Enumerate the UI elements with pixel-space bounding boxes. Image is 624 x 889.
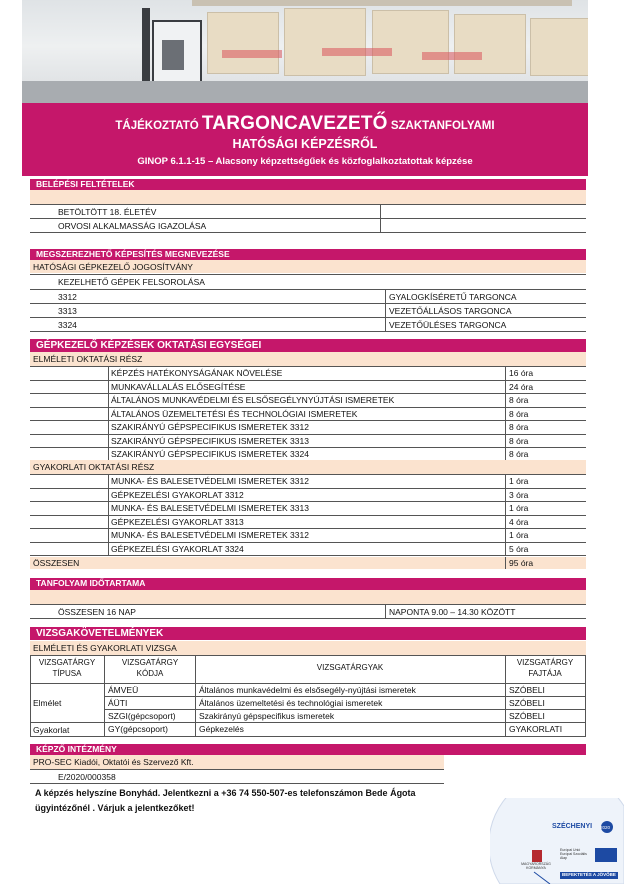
unit-hours: 5 óra xyxy=(509,543,529,554)
vizsga-subheader: ELMÉLETI ÉS GYAKORLATI VIZSGA xyxy=(33,643,177,653)
machine-name: GYALOGKÍSÉRETŰ TARGONCA xyxy=(389,292,517,302)
machine-code: 3313 xyxy=(58,306,77,316)
machine-name: VEZETŐÁLLÁSOS TARGONCA xyxy=(389,306,512,316)
machine-name: VEZETŐÜLÉSES TARGONCA xyxy=(389,320,507,330)
belepesi-header: BELÉPÉSI FELTÉTELEK xyxy=(30,179,586,190)
unit-hours: 1 óra xyxy=(509,503,529,513)
unit-hours: 8 óra xyxy=(509,422,529,432)
unit-name: KÉPZÉS HATÉKONYSÁGÁNAK NÖVELÉSE xyxy=(111,368,283,378)
belepesi-band xyxy=(30,190,586,204)
unit-name: GÉPKEZELÉSI GYAKORLAT 3313 xyxy=(111,516,244,527)
exam-subject: Általános munkavédelmi és elsősegély-nyújtási ismeretek xyxy=(199,685,416,695)
unit-hours: 3 óra xyxy=(509,489,529,500)
footer-line-1: A képzés helyszíne Bonyhád. Jelentkezni a +36 74 550-507-es telefonszámon Bede Ágota xyxy=(35,788,416,798)
title-line-1 xyxy=(22,113,588,135)
unit-name: MUNKA- ÉS BALESETVÉDELMI ISMERETEK 3312 xyxy=(111,476,309,486)
col-tipus: VIZSGATÁRGY TÍPUSA xyxy=(38,658,96,678)
kepesites-subheader: HATÓSÁGI GÉPKEZELŐ JOGOSÍTVÁNY xyxy=(33,262,193,272)
title-line-2: HATÓSÁGI KÉPZÉSRŐL xyxy=(232,137,378,151)
unit-name: SZAKIRÁNYÚ GÉPSPECIFIKUS ISMERETEK 3313 xyxy=(111,435,309,446)
unit-hours: 8 óra xyxy=(509,395,529,405)
unit-name: SZAKIRÁNYÚ GÉPSPECIFIKUS ISMERETEK 3324 xyxy=(111,449,309,459)
total-band xyxy=(30,557,586,569)
logo-invest: BEFEKTETÉS A JÖVŐBE xyxy=(562,872,616,877)
belepesi-item: BETÖLTÖTT 18. ÉLETÉV xyxy=(58,207,157,217)
logo-eu: Európai Unió Európai Szociális Alap xyxy=(560,848,587,860)
intezmeny-reg: E/2020/000358 xyxy=(58,772,116,782)
gyakorlat-label: Gyakorlat xyxy=(33,725,70,735)
unit-name: MUNKAVÁLLALÁS ELŐSEGÍTÉSE xyxy=(111,381,246,392)
unit-hours: 8 óra xyxy=(509,408,529,419)
col-fajta: VIZSGATÁRGY FAJTÁJA xyxy=(516,658,574,678)
logo-szechenyi: SZÉCHENYI xyxy=(552,823,593,830)
exam-code: GY(gépcsoport) xyxy=(108,724,168,734)
machine-code: 3312 xyxy=(58,292,77,302)
unit-hours: 1 óra xyxy=(509,476,529,486)
machine-list-title: KEZELHETŐ GÉPEK FELSOROLÁSA xyxy=(58,277,205,287)
exam-code: SZGI(gépcsoport) xyxy=(108,711,176,721)
logo-year: 2020 xyxy=(600,825,611,830)
unit-name: SZAKIRÁNYÚ GÉPSPECIFIKUS ISMERETEK 3312 xyxy=(111,422,309,432)
egysegek-header: GÉPKEZELŐ KÉPZÉSEK OKTATÁSI EGYSÉGEI xyxy=(30,339,586,352)
vizsga-header: VIZSGAKÖVETELMÉNYEK xyxy=(30,627,586,640)
exam-code: ÁÜTI xyxy=(108,698,128,708)
hero-photo xyxy=(22,0,588,103)
unit-hours: 8 óra xyxy=(509,449,529,459)
footer-line-2: ügyintézőnél . Várjuk a jelentkezőket! xyxy=(35,803,195,813)
total-hours: 95 óra xyxy=(509,558,534,568)
logo-gov: MAGYARORSZÁG KORMÁNYA xyxy=(521,862,551,870)
unit-hours: 1 óra xyxy=(509,530,529,540)
exam-subject: Gépkezelés xyxy=(199,724,244,734)
exam-kind: SZÓBELI xyxy=(509,711,545,721)
exam-code: ÁMVEÜ xyxy=(108,685,139,695)
unit-hours: 16 óra xyxy=(509,368,534,378)
belepesi-item: ORVOSI ALKALMASSÁG IGAZOLÁSA xyxy=(58,221,207,231)
unit-hours: 24 óra xyxy=(509,381,534,392)
exam-kind: SZÓBELI xyxy=(509,698,545,708)
intezmeny-name: PRO-SEC Kiadói, Oktatói és Szervező Kft. xyxy=(33,757,194,767)
idotartam-band xyxy=(30,590,586,604)
title-prefix: TÁJÉKOZTATÓ xyxy=(115,120,199,132)
course-days: ÖSSZESEN 16 NAP xyxy=(58,607,136,617)
title-banner xyxy=(22,103,588,176)
title-line-3: GINOP 6.1.1-15 – Alacsony képzettségűek és közfoglalkoztatottak képzése xyxy=(137,156,473,167)
intezmeny-header: KÉPZŐ INTÉZMÉNY xyxy=(30,744,586,755)
exam-subject: Általános üzemeltetési és technológiai ismeretek xyxy=(199,698,383,708)
exam-kind: GYAKORLATI xyxy=(509,724,563,734)
machine-code: 3324 xyxy=(58,320,77,330)
unit-hours: 8 óra xyxy=(509,435,529,446)
course-schedule: NAPONTA 9.00 – 14.30 KÖZÖTT xyxy=(389,607,516,617)
col-targy: VIZSGATÁRGYAK xyxy=(316,663,384,672)
exam-subject: Szakirányú gépspecifikus ismeretek xyxy=(199,711,335,721)
footer-note xyxy=(35,786,555,816)
unit-name: MUNKA- ÉS BALESETVÉDELMI ISMERETEK 3312 xyxy=(111,530,309,540)
unit-name: ÁLTALÁNOS ÜZEMELTETÉSI ÉS TECHNOLÓGIAI ISMERETEK xyxy=(111,408,358,419)
unit-hours: 4 óra xyxy=(509,516,529,527)
title-main: TARGONCAVEZETŐ xyxy=(201,113,388,134)
szechenyi-logo xyxy=(490,798,624,884)
title-suffix: SZAKTANFOLYAMI xyxy=(390,120,495,132)
elmeleti-label: ELMÉLETI OKTATÁSI RÉSZ xyxy=(33,354,143,364)
elmelet-label: Elmélet xyxy=(33,698,62,708)
unit-name: GÉPKEZELÉSI GYAKORLAT 3312 xyxy=(111,489,244,500)
unit-name: ÁLTALÁNOS MUNKAVÉDELMI ÉS ELSŐSEGÉLYNYÚJTÁSI ISMERETEK xyxy=(111,395,395,405)
idotartam-header: TANFOLYAM IDŐTARTAMA xyxy=(30,578,586,590)
exam-kind: SZÓBELI xyxy=(509,685,545,695)
unit-name: MUNKA- ÉS BALESETVÉDELMI ISMERETEK 3313 xyxy=(111,503,309,513)
unit-name: GÉPKEZELÉSI GYAKORLAT 3324 xyxy=(111,543,244,554)
col-kod: VIZSGATÁRGY KÓDJA xyxy=(121,658,179,678)
gyakorlati-label: GYAKORLATI OKTATÁSI RÉSZ xyxy=(33,462,155,472)
total-label: ÖSSZESEN xyxy=(33,558,80,568)
kepesites-header: MEGSZEREZHETŐ KÉPESÍTÉS MEGNEVEZÉSE xyxy=(30,249,586,260)
